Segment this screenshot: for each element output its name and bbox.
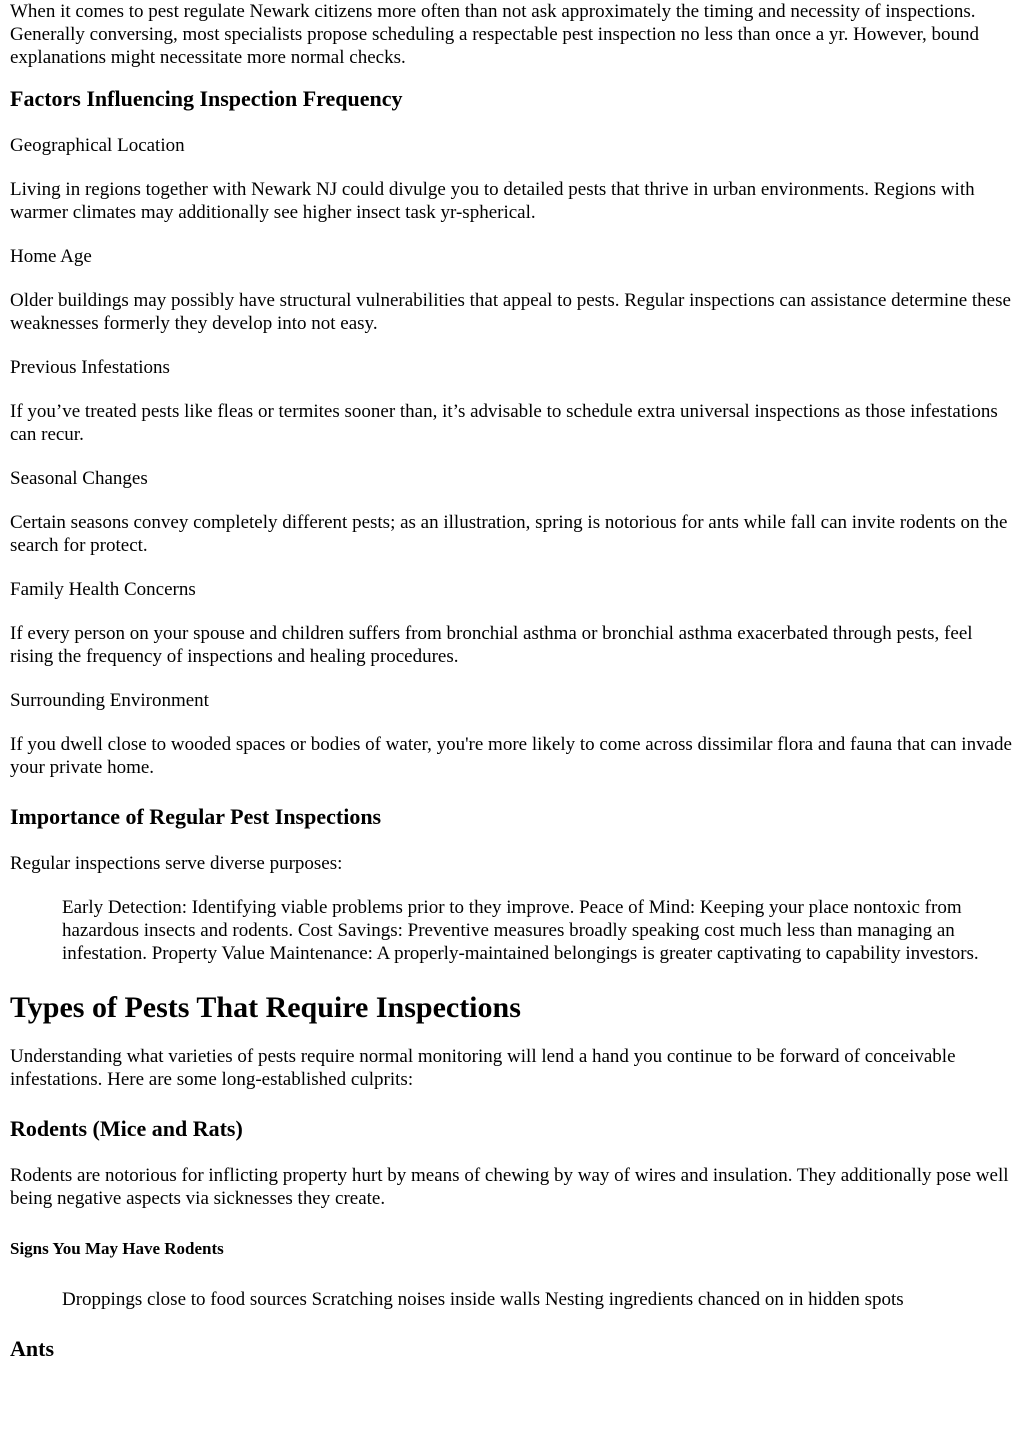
factor-text-geographical: Living in regions together with Newark NJ could divulge you to detailed pests that thrive in urban environments. Regions with warmer climates may additionally see higher insect task yr-spherical. [10,179,975,223]
ants-heading: Ants [10,1336,55,1361]
factor-text-previous-infestations: If you’ve treated pests like fleas or termites sooner than, it’s advisable to schedule extra universal inspections as those infestations can recur. [10,401,998,445]
factor-title-previous-infestations: Previous Infestations [10,357,170,378]
types-lead: Understanding what varieties of pests require normal monitoring will lend a hand you continue to be forward of conceivable infestations. Here are some long-established culprits: [10,1046,956,1090]
factor-title-environment: Surrounding Environment [10,690,209,711]
rodents-heading: Rodents (Mice and Rats) [10,1116,243,1141]
factor-title-family-health: Family Health Concerns [10,579,196,600]
factor-title-geographical: Geographical Location [10,135,185,156]
importance-lead: Regular inspections serve diverse purposes: [10,853,343,874]
types-heading: Types of Pests That Require Inspections [10,991,521,1024]
rodent-signs-blockquote: Droppings close to food sources Scratching noises inside walls Nesting ingredients chanced on in hidden spots [62,1289,904,1310]
rodents-paragraph: Rodents are notorious for inflicting property hurt by means of chewing by way of wires and insulation. They additionally pose well being negative aspects via sicknesses they create. [10,1165,1009,1209]
factor-text-family-health: If every person on your spouse and children suffers from bronchial asthma or bronchial asthma exacerbated through pests, feel rising the frequency of inspections and healing procedures. [10,623,973,667]
factor-text-environment: If you dwell close to wooded spaces or bodies of water, you're more likely to come across dissimilar flora and fauna that can invade your private home. [10,734,1012,778]
rodent-signs-heading: Signs You May Have Rodents [10,1239,224,1258]
factor-title-seasonal: Seasonal Changes [10,468,148,489]
factor-text-seasonal: Certain seasons convey completely different pests; as an illustration, spring is notorious for ants while fall can invite rodents on the search for protect. [10,512,1008,556]
factors-heading: Factors Influencing Inspection Frequency [10,86,403,111]
importance-heading: Importance of Regular Pest Inspections [10,804,382,829]
factor-text-home-age: Older buildings may possibly have structural vulnerabilities that appeal to pests. Regular inspections can assistance determine these weaknesses formerly they develop into not easy. [10,290,1011,334]
intro-paragraph: When it comes to pest regulate Newark citizens more often than not ask approximately the timing and necessity of inspections. Generally conversing, most specialists propose scheduling a respectable pest inspection no less than once a yr. However, bound explanations might necessitate more normal checks. [10,1,980,68]
importance-blockquote: Early Detection: Identifying viable problems prior to they improve. Peace of Mind: Keeping your place nontoxic from hazardous insects and rodents. Cost Savings: Preventive measures broadly speaking cost much less than managing an infestation. Property Value Maintenance: A properly-maintained belongings is greater captivating to capability investors. [62,897,979,964]
factor-title-home-age: Home Age [10,246,92,267]
